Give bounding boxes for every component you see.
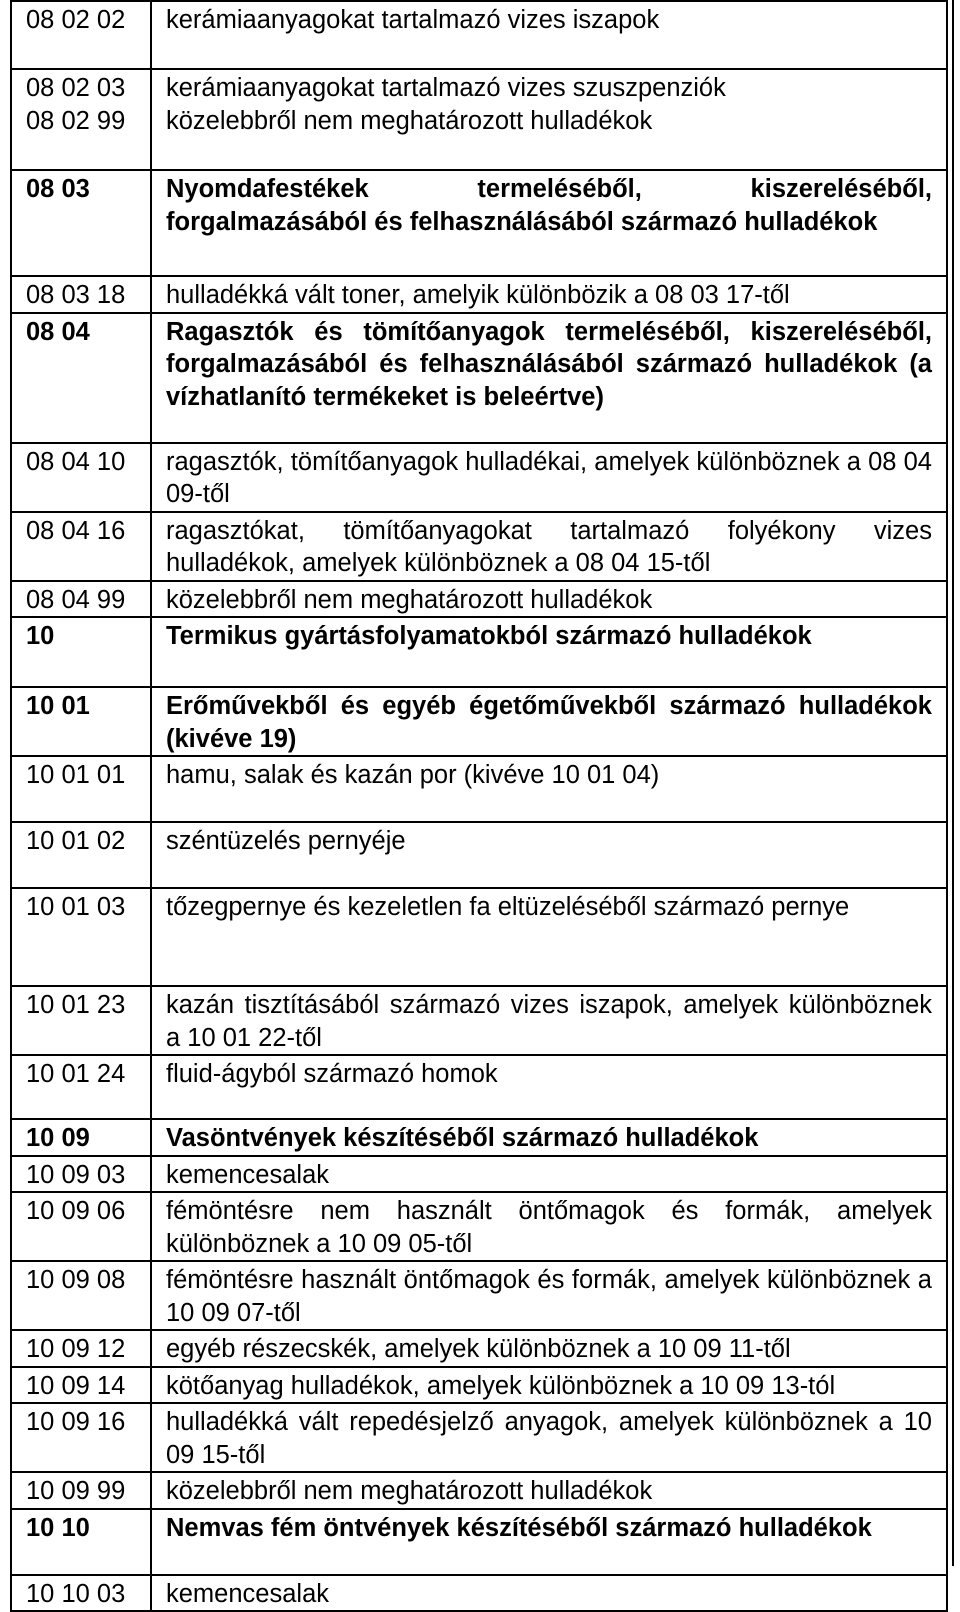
waste-code: 10 01 23 (11, 986, 151, 1055)
waste-description: kemencesalak (151, 1575, 947, 1612)
table-row (11, 888, 947, 986)
section-heading-row (11, 313, 947, 443)
waste-description: fémöntésre nem használt öntőmagok és formák, amelyek különböznek a 10 09 05-től (151, 1192, 947, 1261)
table-row (11, 1192, 947, 1261)
section-code: 10 09 (11, 1119, 151, 1156)
section-code: 08 04 (11, 313, 151, 443)
waste-description: közelebbről nem meghatározott hulladékok (151, 581, 947, 618)
table-row (11, 1472, 947, 1509)
waste-code: 10 01 01 (11, 756, 151, 822)
waste-code: 08 02 03 08 02 99 (11, 69, 151, 170)
waste-description: közelebbről nem meghatározott hulladékok (151, 1472, 947, 1509)
table-row (11, 1403, 947, 1472)
waste-description: hulladékká vált repedésjelző anyagok, amelyek különböznek a 10 09 15-től (151, 1403, 947, 1472)
table-row (11, 69, 947, 170)
table-row (11, 1330, 947, 1367)
waste-code: 10 09 03 (11, 1156, 151, 1193)
waste-description: hulladékká vált toner, amelyik különbözik a 08 03 17-től (151, 276, 947, 313)
waste-code: 10 01 02 (11, 822, 151, 888)
section-heading-row (11, 617, 947, 687)
waste-code: 10 10 03 (11, 1575, 151, 1612)
table-row (11, 581, 947, 618)
waste-description: fémöntésre használt öntőmagok és formák, amelyek különböznek a 10 09 07-től (151, 1261, 947, 1330)
table-row (11, 1367, 947, 1404)
waste-description: széntüzelés pernyéje (151, 822, 947, 888)
section-heading-row (11, 170, 947, 276)
waste-code: 10 01 03 (11, 888, 151, 986)
page-right-border (952, 0, 954, 1566)
section-heading-row (11, 1509, 947, 1575)
waste-description: kerámiaanyagokat tartalmazó vizes iszapok (151, 1, 947, 69)
waste-description: kerámiaanyagokat tartalmazó vizes szuszpenziók közelebbről nem meghatározott hulladékok (151, 69, 947, 170)
waste-code: 08 02 02 (11, 1, 151, 69)
table-row (11, 1055, 947, 1119)
section-title: Vasöntvények készítéséből származó hulladékok (151, 1119, 947, 1156)
waste-code: 08 04 16 (11, 512, 151, 581)
section-title: Termikus gyártásfolyamatokból származó hulladékok (151, 617, 947, 687)
waste-description: egyéb részecskék, amelyek különböznek a 10 09 11-től (151, 1330, 947, 1367)
waste-description: fluid-ágyból származó homok (151, 1055, 947, 1119)
section-title: Erőművekből és egyéb égetőművekből származó hulladékok (kivéve 19) (151, 687, 947, 756)
table-row (11, 986, 947, 1055)
section-title: Nyomdafestékek termeléséből, kiszereléséből, forgalmazásából és felhasználásából származó hulladékok (151, 170, 947, 276)
waste-description: kötőanyag hulladékok, amelyek különböznek a 10 09 13-tól (151, 1367, 947, 1404)
waste-code: 10 09 14 (11, 1367, 151, 1404)
waste-code: 10 09 12 (11, 1330, 151, 1367)
waste-code: 08 04 99 (11, 581, 151, 618)
section-heading-row (11, 1119, 947, 1156)
waste-description: hamu, salak és kazán por (kivéve 10 01 04) (151, 756, 947, 822)
waste-code: 08 03 18 (11, 276, 151, 313)
waste-description: ragasztók, tömítőanyagok hulladékai, amelyek különböznek a 08 04 09-től (151, 443, 947, 512)
table-row (11, 1156, 947, 1193)
table-row (11, 443, 947, 512)
waste-description: kazán tisztításából származó vizes iszapok, amelyek különböznek a 10 01 22-től (151, 986, 947, 1055)
section-code: 08 03 (11, 170, 151, 276)
section-title: Ragasztók és tömítőanyagok termeléséből, kiszereléséből, forgalmazásából és felhasználásából származó hulladékok (a vízhatlanító termékeket is beleértve) (151, 313, 947, 443)
waste-code-table (10, 0, 948, 1612)
waste-code: 10 09 16 (11, 1403, 151, 1472)
section-title: Nemvas fém öntvények készítéséből származó hulladékok (151, 1509, 947, 1575)
section-heading-row (11, 687, 947, 756)
waste-code: 10 09 06 (11, 1192, 151, 1261)
table-row (11, 822, 947, 888)
table-row (11, 756, 947, 822)
table-row (11, 512, 947, 581)
waste-description: ragasztókat, tömítőanyagokat tartalmazó folyékony vizes hulladékok, amelyek különböznek a 08 04 15-től (151, 512, 947, 581)
table-row (11, 1261, 947, 1330)
table-row (11, 1, 947, 69)
waste-description: kemencesalak (151, 1156, 947, 1193)
waste-description: tőzegpernye és kezeletlen fa eltüzeléséből származó pernye (151, 888, 947, 986)
table-row (11, 276, 947, 313)
waste-code: 10 01 24 (11, 1055, 151, 1119)
waste-code: 08 04 10 (11, 443, 151, 512)
waste-code: 10 09 08 (11, 1261, 151, 1330)
section-code: 10 10 (11, 1509, 151, 1575)
section-code: 10 01 (11, 687, 151, 756)
waste-code: 10 09 99 (11, 1472, 151, 1509)
section-code: 10 (11, 617, 151, 687)
